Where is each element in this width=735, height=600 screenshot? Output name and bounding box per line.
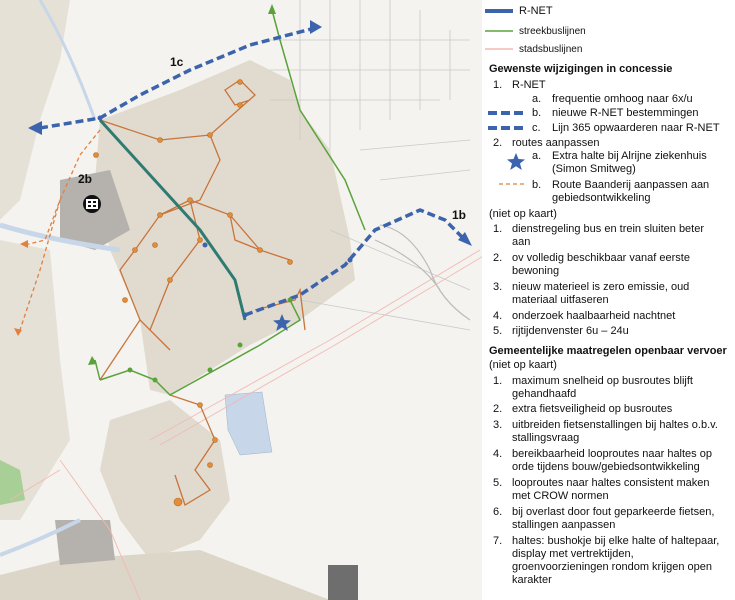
offmap-item-number: 2. [493, 252, 503, 264]
offmap-item-number: 3. [493, 281, 503, 293]
municipal-item-number: 6. [493, 506, 503, 518]
offmap-title: (niet op kaart) [489, 208, 557, 220]
offmap-item-line: ov volledig beschikbaar vanaf eerste [512, 252, 690, 264]
offmap-item-line: materiaal uitfaseren [512, 294, 609, 306]
municipal-item-line: stallingen aanpassen [512, 519, 616, 531]
item2b-text-1: Route Baanderij aanpassen aan [552, 179, 710, 191]
offmap-item-line: aan [512, 236, 531, 248]
offmap-item-number: 5. [493, 325, 503, 337]
offmap-item-line: nieuw materieel is zero emissie, oud [512, 281, 690, 293]
item2b-letter: b. [532, 179, 542, 191]
offmap-item-line: onderzoek haalbaarheid nachtnet [512, 310, 676, 322]
municipal-subtitle: (niet op kaart) [489, 359, 557, 371]
item2a-text-2: (Simon Smitweg) [552, 163, 636, 175]
map-label-1b: 1b [452, 208, 467, 222]
offmap-item-line: bewoning [512, 265, 560, 277]
item2a-text-1: Extra halte bij Alrijne ziekenhuis [552, 150, 707, 162]
municipal-item-line: looproutes naar haltes consistent maken [512, 477, 710, 489]
municipal-item-number: 3. [493, 419, 503, 431]
item2a-letter: a. [532, 150, 542, 162]
municipal-item-number: 5. [493, 477, 503, 489]
municipal-item-number: 2. [493, 403, 503, 415]
item1b-letter: b. [532, 107, 542, 119]
offmap-item-line: rijtijdenvenster 6u – 24u [512, 325, 629, 337]
item1-label: R-NET [512, 79, 546, 91]
offmap-item-number: 4. [493, 310, 503, 322]
municipal-item-line: haltes: bushokje bij elke halte of haltepaar, [512, 535, 720, 547]
municipal-item-line: uitbreiden fietsenstallingen bij haltes o.b.v. [512, 419, 718, 431]
item1a-text: frequentie omhoog naar 6x/u [552, 93, 693, 105]
municipal-item-line: bij overlast door fout geparkeerde fietsen, [512, 506, 715, 518]
item1b-text: nieuwe R-NET bestemmingen [552, 107, 699, 119]
map-label-1c: 1c [170, 55, 184, 69]
concession-title: Gewenste wijzigingen in concessie [489, 63, 673, 75]
item1-number: 1. [493, 79, 503, 91]
item2b-text-2: gebiedsontwikkeling [552, 192, 651, 204]
municipal-item-line: maximum snelheid op busroutes blijft [512, 375, 693, 387]
municipal-item-line: extra fietsveiligheid op busroutes [512, 403, 673, 415]
item1c-letter: c. [532, 122, 541, 134]
item2-label: routes aanpassen [512, 137, 600, 149]
offmap-item-number: 1. [493, 223, 503, 235]
offmap-item-line: dienstregeling bus en trein sluiten beter [512, 223, 705, 235]
municipal-item-number: 7. [493, 535, 503, 547]
item2-number: 2. [493, 137, 503, 149]
municipal-item-line: groenvoorzieningen rondom krijgen open [512, 561, 712, 573]
municipal-item-number: 4. [493, 448, 503, 460]
municipal-item-number: 1. [493, 375, 503, 387]
municipal-item-line: bereikbaarheid looproutes naar haltes op [512, 448, 712, 460]
municipal-title: Gemeentelijke maatregelen openbaar vervoer [489, 345, 727, 357]
municipal-item-line: karakter [512, 574, 552, 586]
municipal-item-line: gehandhaafd [512, 388, 577, 400]
municipal-item-line: stallingsvraag [512, 432, 580, 444]
municipal-item-line: met CROW normen [512, 490, 609, 502]
legend-rnet-label: R-NET [519, 5, 553, 17]
item1c-text: Lijn 365 opwaarderen naar R-NET [552, 122, 720, 134]
hospital-icon [83, 195, 101, 213]
municipal-item-line: display met vertrektijden, [512, 548, 634, 560]
map-label-2b: 2b [78, 172, 93, 186]
municipal-item-line: orde tijdens bouw/gebiedsontwikkeling [512, 461, 700, 473]
item1a-letter: a. [532, 93, 542, 105]
building-dark [328, 565, 358, 600]
legend-stads-label: stadsbuslijnen [519, 44, 583, 55]
legend-streek-label: streekbuslijnen [519, 26, 586, 37]
